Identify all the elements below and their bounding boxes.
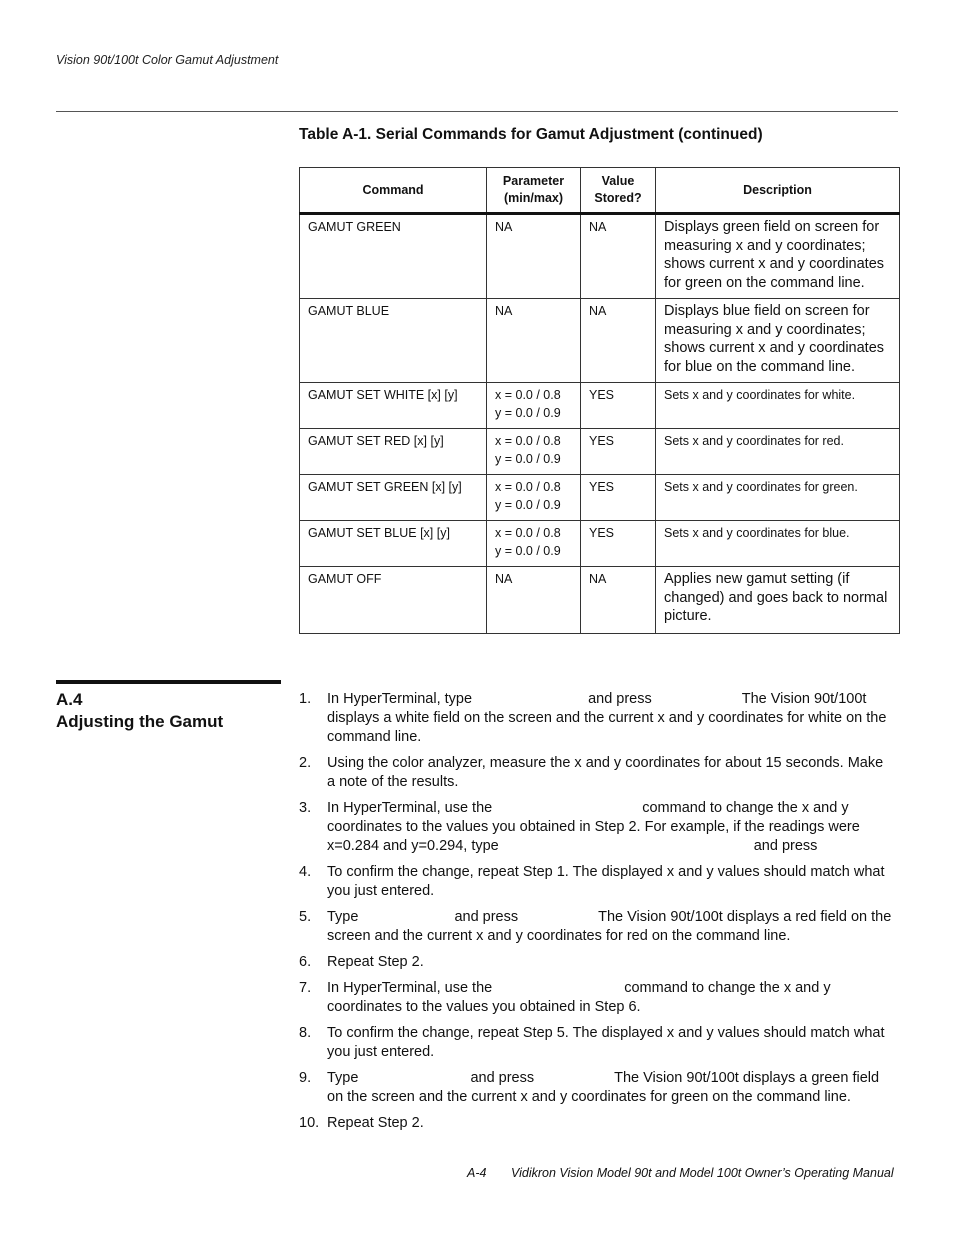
step-number: 10.	[299, 1115, 320, 1131]
step-text: The Vision 90t/100t displays a green field on the screen and the current x and y coordinates for green on the command line.	[327, 1070, 880, 1105]
step-text: and press	[588, 691, 652, 707]
table-row	[300, 475, 900, 521]
step-number: 5.	[299, 909, 312, 925]
param-x-range: x = 0.0 / 0.8	[495, 388, 561, 402]
cell-parameter	[487, 214, 581, 299]
cell-parameter	[487, 475, 581, 521]
step-text: In HyperTerminal, use the	[327, 800, 493, 816]
step-text: and press	[454, 909, 519, 925]
cell-parameter	[487, 429, 581, 475]
section-rule	[56, 680, 281, 684]
cell-stored: YES	[581, 429, 656, 475]
cell-description: Displays blue field on screen for measuring x and y coordinates; shows current x and y coordinates for blue on the command line.	[656, 299, 900, 383]
cell-description: Displays green field on screen for measuring x and y coordinates; shows current x and y coordinates for green on the command line.	[656, 214, 900, 299]
cell-parameter	[487, 383, 581, 429]
section-number: A.4	[56, 690, 83, 709]
cell-stored: NA	[581, 214, 656, 299]
procedure-steps	[299, 690, 895, 1140]
step-text: In HyperTerminal, use the	[327, 980, 493, 996]
step-number: 6.	[299, 954, 312, 970]
header-parameter-label: Parameter (min/max)	[502, 174, 565, 205]
step-number: 4.	[299, 864, 312, 880]
param-x-range: x = 0.0 / 0.8	[495, 480, 561, 494]
cell-description: Sets x and y coordinates for blue.	[656, 521, 900, 567]
param-y-range: y = 0.0 / 0.9	[495, 543, 561, 558]
header-value-stored-label: Value Stored?	[594, 174, 642, 205]
step-text: command to change the x and y coordinates to the values you obtained in Step 6.	[327, 980, 831, 1015]
list-item	[299, 1024, 895, 1062]
cell-parameter	[487, 521, 581, 567]
table-row	[300, 521, 900, 567]
table-row	[300, 214, 900, 299]
step-number: 2.	[299, 755, 312, 771]
param-line: NA	[495, 220, 513, 234]
cell-command: GAMUT OFF	[300, 567, 487, 634]
list-item	[299, 754, 895, 792]
step-text: Type	[327, 1070, 359, 1086]
cell-command: GAMUT BLUE	[300, 299, 487, 383]
cell-stored: NA	[581, 299, 656, 383]
param-y-range: y = 0.0 / 0.9	[495, 497, 561, 512]
header-parameter	[487, 168, 581, 214]
cell-parameter	[487, 299, 581, 383]
cell-description: Sets x and y coordinates for white.	[656, 383, 900, 429]
table-row	[300, 299, 900, 383]
list-item	[299, 1069, 895, 1107]
step-number: 8.	[299, 1025, 312, 1041]
step-text: Using the color analyzer, measure the x and y coordinates for about 15 seconds. Make a note of the results.	[327, 755, 884, 790]
cell-description: Applies new gamut setting (if changed) and goes back to normal picture.	[656, 567, 900, 634]
list-item	[299, 799, 895, 856]
list-item	[299, 979, 895, 1017]
param-line: NA	[495, 572, 513, 586]
header-rule	[56, 111, 898, 112]
header-description: Description	[656, 168, 900, 214]
table-row	[300, 429, 900, 475]
cell-command: GAMUT SET GREEN [x] [y]	[300, 475, 487, 521]
list-item	[299, 908, 895, 946]
serial-commands-table	[299, 167, 900, 634]
step-text: Repeat Step 2.	[327, 954, 424, 970]
cell-command: GAMUT SET BLUE [x] [y]	[300, 521, 487, 567]
param-y-range: y = 0.0 / 0.9	[495, 451, 561, 466]
table-row	[300, 567, 900, 634]
step-text: The Vision 90t/100t displays a red field on the screen and the current x and y coordinates for red on the command line.	[327, 909, 892, 944]
cell-command: GAMUT GREEN	[300, 214, 487, 299]
param-y-range: y = 0.0 / 0.9	[495, 405, 561, 420]
step-text: To confirm the change, repeat Step 5. The displayed x and y values should match what you just entered.	[327, 1025, 885, 1060]
list-item	[299, 863, 895, 901]
cell-command: GAMUT SET WHITE [x] [y]	[300, 383, 487, 429]
list-item	[299, 953, 895, 972]
step-text: In HyperTerminal, type	[327, 691, 473, 707]
list-item	[299, 1114, 895, 1133]
cell-stored: NA	[581, 567, 656, 634]
cell-description: Sets x and y coordinates for red.	[656, 429, 900, 475]
step-text: Repeat Step 2.	[327, 1115, 424, 1131]
cell-description: Sets x and y coordinates for green.	[656, 475, 900, 521]
step-text: To confirm the change, repeat Step 1. The displayed x and y values should match what you just entered.	[327, 864, 885, 899]
param-line: NA	[495, 304, 513, 318]
step-number: 3.	[299, 800, 312, 816]
header-command: Command	[300, 168, 487, 214]
step-number: 9.	[299, 1070, 312, 1086]
header-value-stored	[581, 168, 656, 214]
param-x-range: x = 0.0 / 0.8	[495, 434, 561, 448]
step-text: and press	[470, 1070, 535, 1086]
step-text: Type	[327, 909, 359, 925]
table-caption: Table A-1. Serial Commands for Gamut Adjustment (continued)	[299, 126, 763, 143]
running-header: Vision 90t/100t Color Gamut Adjustment	[56, 53, 279, 67]
cell-stored: YES	[581, 521, 656, 567]
param-x-range: x = 0.0 / 0.8	[495, 526, 561, 540]
table-header-row	[300, 168, 900, 214]
step-text: and press	[753, 838, 818, 854]
cell-stored: YES	[581, 383, 656, 429]
section-title: Adjusting the Gamut	[56, 712, 224, 731]
cell-command: GAMUT SET RED [x] [y]	[300, 429, 487, 475]
footer-manual-title: Vidikron Vision Model 90t and Model 100t Owner’s Operating Manual	[511, 1166, 894, 1180]
step-number: 7.	[299, 980, 312, 996]
footer-page-number: A-4	[467, 1166, 487, 1180]
step-text: command to change the x and y coordinates to the values you obtained in Step 2. For example, if the readings were x=0.284 and y=0.294, type	[327, 800, 860, 854]
list-item	[299, 690, 895, 747]
cell-parameter	[487, 567, 581, 634]
step-text: The Vision 90t/100t displays a white field on the screen and the current x and y coordinates for white on the command line.	[327, 691, 887, 745]
step-number: 1.	[299, 691, 312, 707]
cell-stored: YES	[581, 475, 656, 521]
table-row	[300, 383, 900, 429]
